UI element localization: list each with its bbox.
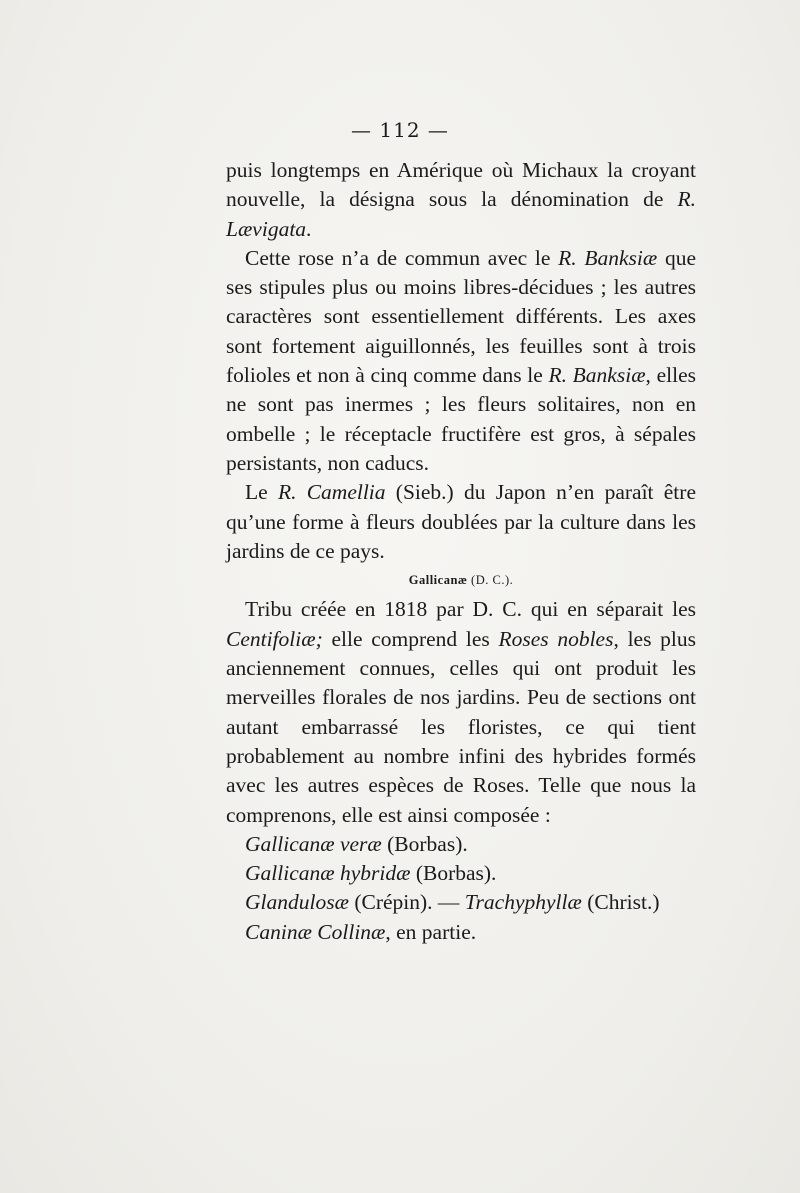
list-item bbox=[226, 859, 696, 888]
composition-list bbox=[226, 830, 696, 947]
list-item bbox=[226, 830, 696, 859]
paragraph-2 bbox=[226, 244, 696, 478]
text-span: (Borbas). bbox=[410, 861, 497, 886]
italic-span: Gallicanæ hybridæ bbox=[245, 861, 411, 886]
section-author: (D. C.). bbox=[471, 573, 514, 588]
text-span: . bbox=[306, 216, 312, 241]
italic-span: Glandulosæ bbox=[245, 890, 349, 915]
list-item bbox=[226, 918, 696, 947]
list-item bbox=[226, 888, 696, 917]
italic-span: R. Banksiæ bbox=[558, 245, 658, 270]
text-span: Tribu créée en 1818 par D. C. qui en séparait les bbox=[245, 597, 696, 622]
paragraph-4 bbox=[226, 595, 696, 829]
text-span: elle comprend les bbox=[322, 626, 499, 651]
section-title: Gallicanæ bbox=[408, 573, 468, 588]
text-span: Cette rose n’a de commun avec le bbox=[245, 245, 559, 270]
text-span: , en partie. bbox=[385, 919, 477, 944]
italic-span: Centifoliæ; bbox=[226, 626, 323, 651]
text-span: (Christ.) bbox=[581, 890, 660, 915]
section-heading bbox=[226, 566, 696, 595]
text-span: que ses stipules plus ou moins libres-décidues ; les autres caractères sont essentiellement différents. Les axes sont fortement aiguillonnés, les feuilles sont à trois folioles et non à cinq comme dans le bbox=[226, 245, 696, 388]
text-span: puis longtemps en Amérique où Michaux la croyant nouvelle, la désigna sous la dénomination de bbox=[226, 158, 696, 212]
text-span: , les plus anciennement connues, celles qui ont produit les merveilles florales de nos jardins. Peu de sections ont autant embarrassé les floristes, ce qui tient probablement au nombre infini des hybrides formés avec les autres espèces de Roses. Telle que nous la comprenons, elle est ainsi composée : bbox=[226, 626, 696, 827]
italic-span: R. Camellia bbox=[277, 480, 386, 505]
body-text bbox=[226, 156, 696, 947]
paragraph-1 bbox=[226, 156, 696, 244]
text-span: , elles ne sont pas inermes ; les fleurs solitaires, non en ombelle ; le réceptacle fructifère est gros, à sépales persistants, non caducs. bbox=[226, 363, 696, 475]
italic-span: Trachyphyllæ bbox=[464, 890, 582, 915]
italic-span: R. Banksiæ bbox=[548, 363, 646, 388]
italic-span: R. Lævigata bbox=[226, 187, 696, 241]
italic-span: Caninæ Collinæ bbox=[245, 919, 386, 944]
text-span: (Crépin). — bbox=[348, 890, 465, 915]
text-span: (Sieb.) du Japon n’en paraît être qu’une forme à fleurs doublées par la culture dans les jardins de ce pays. bbox=[226, 480, 696, 563]
italic-span: Gallicanæ veræ bbox=[245, 831, 382, 856]
text-span: (Borbas). bbox=[381, 831, 468, 856]
page-number: — 112 — bbox=[351, 118, 449, 142]
text-span: Le bbox=[245, 480, 278, 505]
italic-span: Roses nobles bbox=[498, 626, 614, 651]
paragraph-3 bbox=[226, 478, 696, 566]
